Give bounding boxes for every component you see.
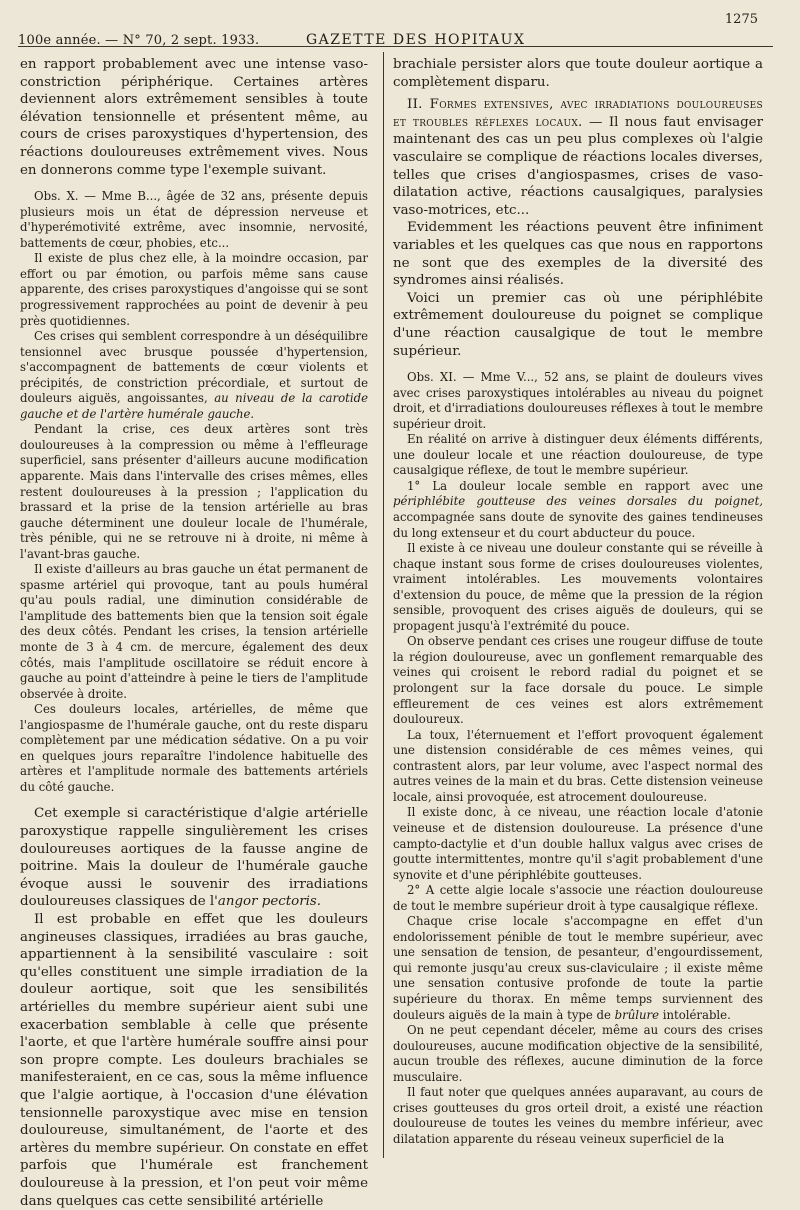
left-column <box>20 56 368 1210</box>
paragraph: brachiale persister alors que toute douleur aortique a complètement disparu. <box>393 57 763 90</box>
observation-paragraph: 2° A cette algie locale s'associe une réaction douloureuse de tout le membre supérieur droit à type causalgique réflexe. <box>393 883 763 913</box>
observation-paragraph: 1° La douleur locale semble en rapport avec une périphlébite goutteuse des veines dorsales du poignet, accompagnée sans doute de synovite des gaines tendineuses du long extenseur et du court abducteur du pouce. <box>393 478 763 540</box>
page-number: 1275 <box>724 12 758 27</box>
column-divider <box>383 52 384 1158</box>
paragraph: en rapport probablement avec une intense vaso-constriction périphérique. Certaines artères deviennent alors extrêmement sensibles à toute élévation tensionnelle et présentent même, au cours de crises paroxystiques d'hypertension, des réactions douloureuses extrêmement vives. Nous en donnerons comme type l'exemple suivant. <box>20 57 368 178</box>
right-column <box>393 56 763 1147</box>
observation-paragraph: Il existe de plus chez elle, à la moindre occasion, par effort ou par émotion, ou parfois même sans cause apparente, des crises paroxystiques d'angoisse qui se sont progressivement rapprochées au point de devenir à peu près quotidiennes. <box>20 251 368 328</box>
observation-paragraph: Obs. X. — Mme B..., âgée de 32 ans, présente depuis plusieurs mois un état de dépression nerveuse et d'hyperémotivité extrême, avec insomnie, nervosité, battements de cœur, phobies, etc... <box>20 189 368 250</box>
observation-paragraph: Il existe d'ailleurs au bras gauche un état permanent de spasme artériel qui provoque, tant au pouls huméral qu'au pouls radial, une diminution considérable de l'amplitude des battements bien que la tension soit égale des deux côtés. Pendant les crises, la tension artérielle monte de 3 à 4 cm. de mercure, également des deux côtés, mais l'amplitude oscillatoire se réduit encore à gauche au point d'atteindre à peine le tiers de l'amplitude observée à droite. <box>20 562 368 701</box>
observation-paragraph: La toux, l'éternuement et l'effort provoquent également une distension considérable de ces mêmes veines, qui contrastent alors, par leur volume, avec l'aspect normal des autres veines de la main et du bras. Cette distension veineuse locale, ainsi provoquée, est atrocement douloureuse. <box>393 727 763 804</box>
observation-paragraph: On observe pendant ces crises une rougeur diffuse de toute la région douloureuse, avec un gonflement remarquable des veines qui croisent le rebord radial du poignet et se prolongent sur la face dorsale du pouce. Le simple effleurement de ces veines est alors extrêmement douloureux. <box>393 634 763 727</box>
observation-paragraph: Ces crises qui semblent correspondre à un déséquilibre tensionnel avec brusque poussée d'hypertension, s'accompagnent de battements de cœur violents et précipités, de constriction précordiale, et surtout de douleurs aiguës, angoissantes, au niveau de la carotide gauche et de l'artère humérale gauche. <box>20 329 368 421</box>
observation-paragraph: Il existe à ce niveau une douleur constante qui se réveille à chaque instant sous forme de crises douloureuses violentes, vraiment intolérables. Les mouvements volontaires d'extension du pouce, de même que la pression de la région sensible, provoquent des crises aiguës de douleurs, qui se propagent jusqu'à l'extrémité du pouce. <box>393 541 763 633</box>
issue-info: 100e année. — N° 70, 2 sept. 1933. <box>18 33 260 48</box>
observation-paragraph: On ne peut cependant déceler, même au cours des crises douloureuses, aucune modification objective de la sensibilité, aucun trouble des réflexes, aucune diminution de la force musculaire. <box>393 1023 763 1084</box>
observation-paragraph: Pendant la crise, ces deux artères sont très douloureuses à la compression ou même à l'effleurage superficiel, sans présenter d'ailleurs aucune modification apparente. Mais dans l'intervalle des crises mêmes, elles restent douloureuses à la pression ; l'application du brassard et la prise de la tension artérielle au bras gauche déterminent une douleur locale de l'humérale, très pénible, qui ne se retrouve ni à droite, ni même à l'avant-bras gauche. <box>20 422 368 561</box>
observation-paragraph: Chaque crise locale s'accompagne en effet d'un endolorissement pénible de tout le membre supérieur, avec une sensation de tension, de pesanteur, d'engourdissement, qui remonte jusqu'au creux sus-claviculaire ; il existe même une sensation contusive profonde de toute la partie supérieure du thorax. En même temps surviennent des douleurs aiguës de la main à type de brûlure intolérable. <box>393 914 763 1022</box>
journal-title: GAZETTE DES HOPITAUX <box>306 32 526 48</box>
paragraph: Evidemment les réactions peuvent être infiniment variables et les quelques cas que nous en rapportons ne sont que des exemples de la diversité des syndromes ainsi réalisés. <box>393 220 763 289</box>
section-paragraph: II. Formes extensives, avec irradiations douloureuses et troubles réflexes locaux. — Il nous faut envisager maintenant des cas un peu plus complexes où l'algie vasculaire se complique de réactions locales diverses, telles que crises d'angiospasmes, crises de vaso-dilatation active, réactions causalgiques, paralysies vaso-motrices, etc... <box>393 97 763 218</box>
paragraph: Il est probable en effet que les douleurs angineuses classiques, irradiées au bras gauche, appartiennent à la sensibilité vasculaire : soit qu'elles constituent une simple irradiation de la douleur aortique, soit que les sensibilités artérielles du membre supérieur aient subi une exacerbation semblable à celle que présente l'aorte, et que l'artère humérale souffre ainsi pour son propre compte. Les douleurs brachiales se manifesteraient, en ce cas, sous la même influence que l'algie aortique, à l'occasion d'une élévation tensionnelle paroxystique avec mise en tension douloureuse, simultanément, de l'aorte et des artères du membre supérieur. On constate en effet parfois que l'humérale est franchement douloureuse à la pression, et l'on peut voir même dans quelques cas cette sensibilité artérielle <box>20 912 368 1209</box>
header-rule <box>18 46 773 47</box>
paragraph: Cet exemple si caractéristique d'algie artérielle paroxystique rappelle singulièrement les crises douloureuses aortiques de la fausse angine de poitrine. Mais la douleur de l'humérale gauche évoque aussi le souvenir des irradiations douloureuses classiques de l'angor pectoris. <box>20 806 368 910</box>
observation-paragraph: Il faut noter que quelques années auparavant, au cours de crises goutteuses du gros orteil droit, a existé une réaction douloureuse de toutes les veines du membre inférieur, avec dilatation apparente du réseau veineux superficiel de la <box>393 1085 763 1146</box>
paragraph: Voici un premier cas où une périphlébite extrêmement douloureuse du poignet se complique d'une réaction causalgique de tout le membre supérieur. <box>393 290 763 359</box>
section-heading: II. Formes extensives, avec irradiations douloureuses et troubles réflexes locaux. <box>393 97 763 130</box>
observation-paragraph: En réalité on arrive à distinguer deux éléments différents, une douleur locale et une réaction douloureuse, de type causalgique réflexe, de tout le membre supérieur. <box>393 432 763 478</box>
observation-paragraph: Obs. XI. — Mme V..., 52 ans, se plaint de douleurs vives avec crises paroxystiques intolérables au niveau du poignet droit, et d'irradiations douloureuses réflexes à tout le membre supérieur droit. <box>393 370 764 431</box>
observation-paragraph: Il existe donc, à ce niveau, une réaction locale d'atonie veineuse et de distension douloureuse. La présence d'une campto-dactylie et d'un double hallux valgus avec crises de goutte intermittentes, montre qu'il s'agit probablement d'une synovite et d'une périphlébite goutteuses. <box>393 805 763 882</box>
observation-paragraph: Ces douleurs locales, artérielles, de même que l'angiospasme de l'humérale gauche, ont du reste disparu complètement par une médication sédative. On a pu voir en quelques jours reparaître l'indolence habituelle des artères et l'amplitude normale des battements artériels du côté gauche. <box>20 702 368 794</box>
